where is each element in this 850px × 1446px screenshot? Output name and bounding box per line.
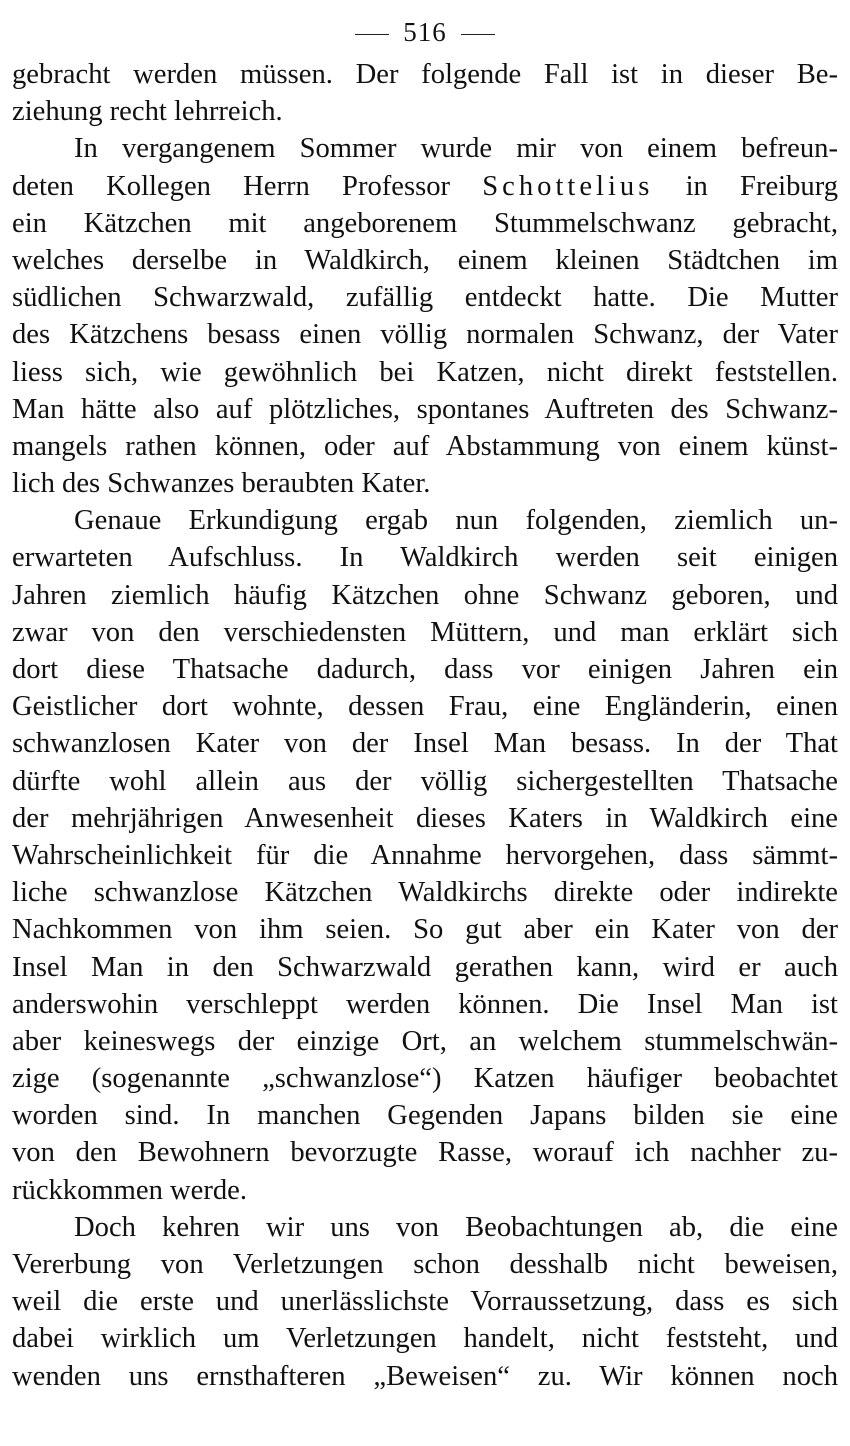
- text-line: lich des Schwanzes beraubten Kater.: [12, 468, 431, 500]
- text-line: mangels rathen können, oder auf Abstammung von einem künst-: [12, 430, 838, 462]
- text-line: Nachkommen von ihm seien. So gut aber ein Kater von der: [12, 914, 838, 946]
- page-number: 516: [403, 17, 447, 47]
- text-line: welches derselbe in Waldkirch, einem kleinen Städtchen im: [12, 244, 838, 276]
- text-line: erwarteten Aufschluss. In Waldkirch werden seit einigen: [12, 542, 838, 574]
- text-line: zwar von den verschiedensten Müttern, und man erklärt sich: [12, 616, 838, 648]
- text-line: Man hätte also auf plötzliches, spontanes Auftreten des Schwanz-: [12, 393, 838, 425]
- text-line: Vererbung von Verletzungen schon desshalb nicht beweisen,: [12, 1249, 838, 1280]
- text-line: dürfte wohl allein aus der völlig sichergestellten Thatsache: [12, 765, 838, 797]
- text-line: ziehung recht lehrreich.: [12, 96, 283, 128]
- text-line: Insel Man in den Schwarzwald gerathen kann, wird er auch: [12, 951, 838, 983]
- text-line: wenden uns ernsthafteren „Beweisen“ zu. Wir können noch: [12, 1360, 838, 1392]
- text-line: weil die erste und unerlässlichste Vorraussetzung, dass es sich: [12, 1286, 838, 1318]
- text-line: zige (sogenannte „schwanzlose“) Katzen häufiger beobachtet: [12, 1063, 838, 1095]
- text-line: gebracht werden müssen. Der folgende Fall ist in dieser Be-: [12, 59, 838, 90]
- text-line: liess sich, wie gewöhnlich bei Katzen, nicht direkt feststellen.: [12, 356, 838, 388]
- text-line: Jahren ziemlich häufig Kätzchen ohne Schwanz geboren, und: [12, 579, 838, 611]
- text-line: worden sind. In manchen Gegenden Japans bilden sie eine: [12, 1100, 838, 1132]
- header-dash-left: [355, 34, 389, 35]
- text-line: der mehrjährigen Anwesenheit dieses Katers in Waldkirch eine: [12, 802, 838, 834]
- text-line: Genaue Erkundigung ergab nun folgenden, ziemlich un-: [74, 505, 838, 537]
- spaced-name: Schottelius: [482, 170, 654, 202]
- text-line: Wahrscheinlichkeit für die Annahme hervorgehen, dass sämmt-: [12, 839, 838, 871]
- text-line: In vergangenem Sommer wurde mir von einem befreun-: [74, 133, 838, 165]
- text-line: liche schwanzlose Kätzchen Waldkirchs direkte oder indirekte: [12, 877, 838, 909]
- page-header: [12, 14, 838, 56]
- text-line: anderswohin verschleppt werden können. Die Insel Man ist: [12, 988, 838, 1020]
- text-line: schwanzlosen Kater von der Insel Man besass. In der That: [12, 728, 838, 760]
- text-line: südlichen Schwarzwald, zufällig entdeckt hatte. Die Mutter: [12, 282, 838, 314]
- text-line: von den Bewohnern bevorzugte Rasse, worauf ich nachher zu-: [12, 1137, 838, 1169]
- text-line: des Kätzchens besass einen völlig normalen Schwanz, der Vater: [12, 319, 838, 351]
- text-line: rückkommen werde.: [12, 1174, 248, 1206]
- text-line: deten Kollegen Herrn Professor Schottelius in Freiburg: [12, 170, 838, 202]
- text-line: Geistlicher dort wohnte, dessen Frau, eine Engländerin, einen: [12, 691, 838, 723]
- text-line: Doch kehren wir uns von Beobachtungen ab, die eine: [74, 1211, 838, 1243]
- header-dash-right: [461, 34, 495, 35]
- text-line: aber keineswegs der einzige Ort, an welchem stummelschwän-: [12, 1025, 838, 1057]
- text-line: dort diese Thatsache dadurch, dass vor einigen Jahren ein: [12, 654, 838, 685]
- body-text: [12, 56, 838, 1395]
- text-line: dabei wirklich um Verletzungen handelt, nicht feststeht, und: [12, 1323, 838, 1355]
- text-line: ein Kätzchen mit angeborenem Stummelschwanz gebracht,: [12, 207, 838, 239]
